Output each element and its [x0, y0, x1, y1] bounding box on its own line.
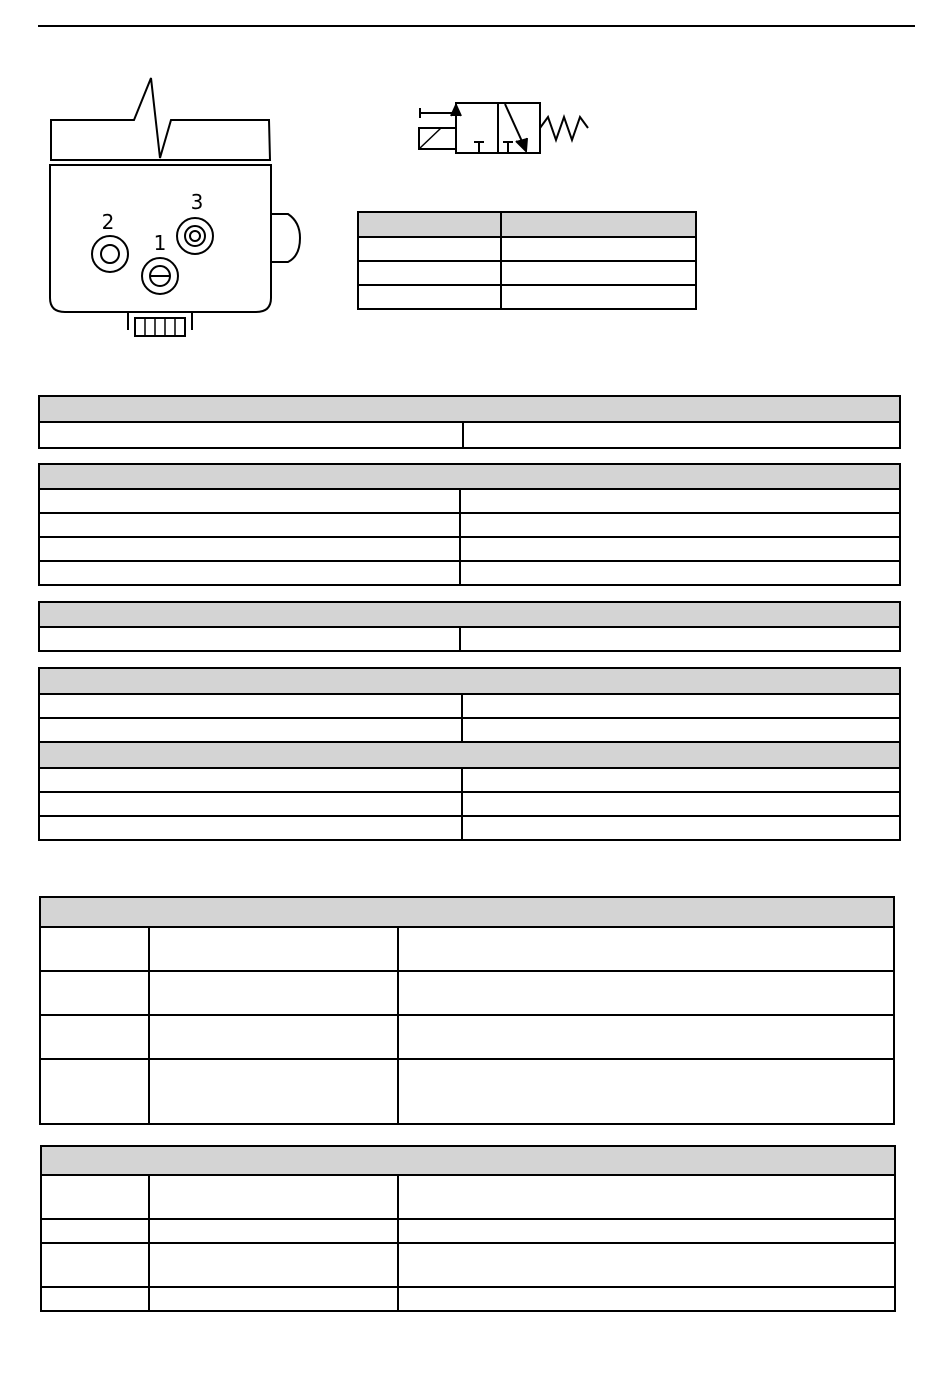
- spec-table-a: [38, 395, 901, 449]
- port-label-3: 3: [190, 190, 204, 214]
- table-row: [39, 816, 900, 840]
- table-row: [39, 513, 900, 537]
- table-row: [358, 212, 696, 237]
- table-row: [40, 971, 894, 1015]
- top-rule: [38, 25, 915, 27]
- table-row: [39, 602, 900, 627]
- table-row: [39, 422, 900, 448]
- table-row: [39, 489, 900, 513]
- table-row: [358, 237, 696, 261]
- table-row: [39, 742, 900, 768]
- port-table: [357, 211, 697, 310]
- table-row: [41, 1243, 895, 1287]
- spec-table-d: [38, 667, 901, 841]
- table-row: [39, 627, 900, 651]
- table-row: [41, 1219, 895, 1243]
- valve-body-drawing: [35, 70, 315, 350]
- table-row: [39, 537, 900, 561]
- port-label-2: 2: [101, 210, 115, 234]
- table-row: [39, 668, 900, 694]
- table-row: [40, 897, 894, 927]
- spec-table-c: [38, 601, 901, 652]
- spec-table-b: [38, 463, 901, 586]
- table-row: [40, 927, 894, 971]
- table-row: [39, 718, 900, 742]
- spec-table-e: [39, 896, 895, 1125]
- table-row: [358, 261, 696, 285]
- table-row: [39, 464, 900, 489]
- table-row: [39, 396, 900, 422]
- port-label-1: 1: [153, 231, 167, 255]
- table-row: [41, 1287, 895, 1311]
- table-row: [39, 768, 900, 792]
- table-row: [39, 694, 900, 718]
- spec-table-f: [40, 1145, 896, 1312]
- table-row: [40, 1059, 894, 1124]
- table-row: [40, 1015, 894, 1059]
- table-row: [39, 561, 900, 585]
- table-row: [41, 1146, 895, 1175]
- valve-symbol: [412, 95, 597, 157]
- table-row: [41, 1175, 895, 1219]
- table-row: [39, 792, 900, 816]
- table-row: [358, 285, 696, 309]
